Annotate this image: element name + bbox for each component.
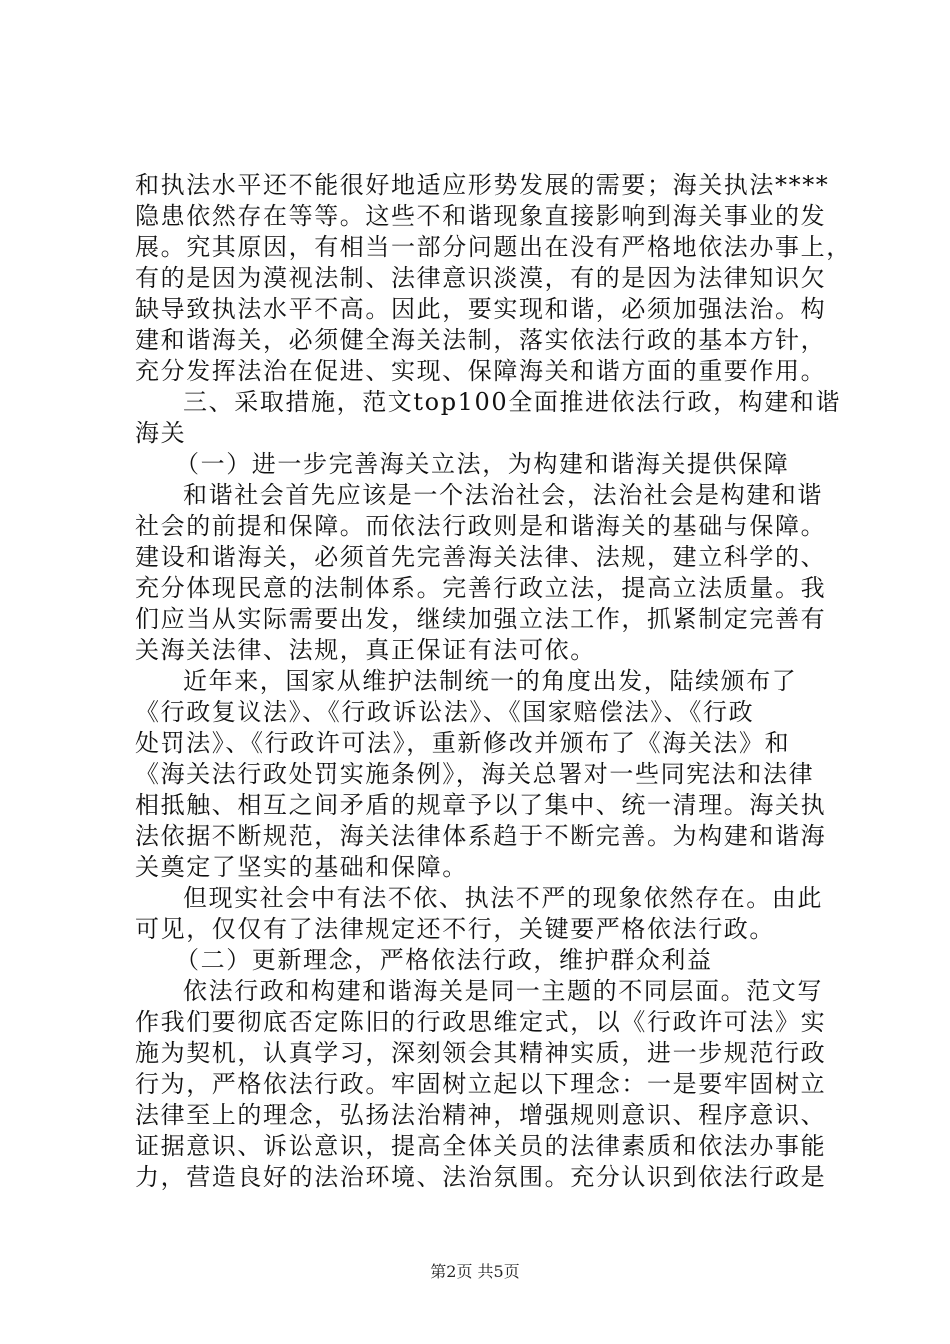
text-line: 们应当从实际需要出发，继续加强立法工作，抓紧制定完善有 [135,605,827,633]
text-line: （二）更新理念，严格依法行政，维护群众利益 [175,946,713,974]
text-line: 但现实社会中有法不依、执法不严的现象依然存在。由此 [183,884,823,912]
text-line: 《海关法行政处罚实施条例》，海关总署对一些同宪法和法律 [135,760,815,788]
text-line: 法依据不断规范，海关法律体系趋于不断完善。为构建和谐海 [135,822,827,850]
document-body [135,170,852,1193]
text-line: 处罚法》、《行政许可法》，重新修改并颁布了《海关法》和 [135,729,791,757]
text-line: 充分发挥法治在促进、实现、保障海关和谐方面的重要作用。 [135,357,827,385]
text-line: 充分体现民意的法制体系。完善行政立法，提高立法质量。我 [135,574,827,602]
text-line: 证据意识、诉讼意识，提高全体关员的法律素质和依法办事能 [135,1132,827,1160]
text-line: （一）进一步完善海关立法，为构建和谐海关提供保障 [175,450,790,478]
text-line: 可见，仅仅有了法律规定还不行，关键要严格依法行政。 [135,915,775,943]
text-line: 隐患依然存在等等。这些不和谐现象直接影响到海关事业的发 [135,202,827,230]
text-line: 海关 [135,419,187,447]
text-line: 有的是因为漠视法制、法律意识淡漠，有的是因为法律知识欠 [135,264,827,292]
text-line: 《行政复议法》、《行政诉讼法》、《国家赔偿法》、《行政 [135,698,755,726]
text-line: 依法行政和构建和谐海关是同一主题的不同层面。范文写 [183,977,823,1005]
text-line: 法律至上的理念，弘扬法治精神，增强规则意识、程序意识、 [135,1101,827,1129]
text-line: 和执法水平还不能很好地适应形势发展的需要；海关执法**** [135,171,830,199]
text-line: 力，营造良好的法治环境、法治氛围。充分认识到依法行政是 [135,1163,827,1191]
text-line: 作我们要彻底否定陈旧的行政思维定式，以《行政许可法》实 [135,1008,827,1036]
text-line: 近年来，国家从维护法制统一的角度出发，陆续颁布了 [183,667,798,695]
page-footer [0,1262,950,1282]
text-line: 建设和谐海关，必须首先完善海关法律、法规，建立科学的、 [135,543,827,571]
text-line: 相抵触、相互之间矛盾的规章予以了集中、统一清理。海关执 [135,791,827,819]
text-line: 施为契机，认真学习，深刻领会其精神实质，进一步规范行政 [135,1039,827,1067]
text-line: 关海关法律、法规，真正保证有法可依。 [135,636,596,664]
text-line: 缺导致执法水平不高。因此，要实现和谐，必须加强法治。构 [135,295,827,323]
text-line: 社会的前提和保障。而依法行政则是和谐海关的基础与保障。 [135,512,827,540]
text-line: 三、采取措施，范文top100全面推进依法行政，构建和谐 [183,388,842,416]
text-line: 和谐社会首先应该是一个法治社会，法治社会是构建和谐 [183,481,823,509]
text-line: 关奠定了坚实的基础和保障。 [135,853,468,881]
text-line: 展。究其原因，有相当一部分问题出在没有严格地依法办事上， [135,233,852,261]
page-number-label: 第2页 共5页 [430,1262,520,1281]
text-line: 行为，严格依法行政。牢固树立起以下理念：一是要牢固树立 [135,1070,827,1098]
text-line: 建和谐海关，必须健全海关法制，落实依法行政的基本方针， [135,326,827,354]
